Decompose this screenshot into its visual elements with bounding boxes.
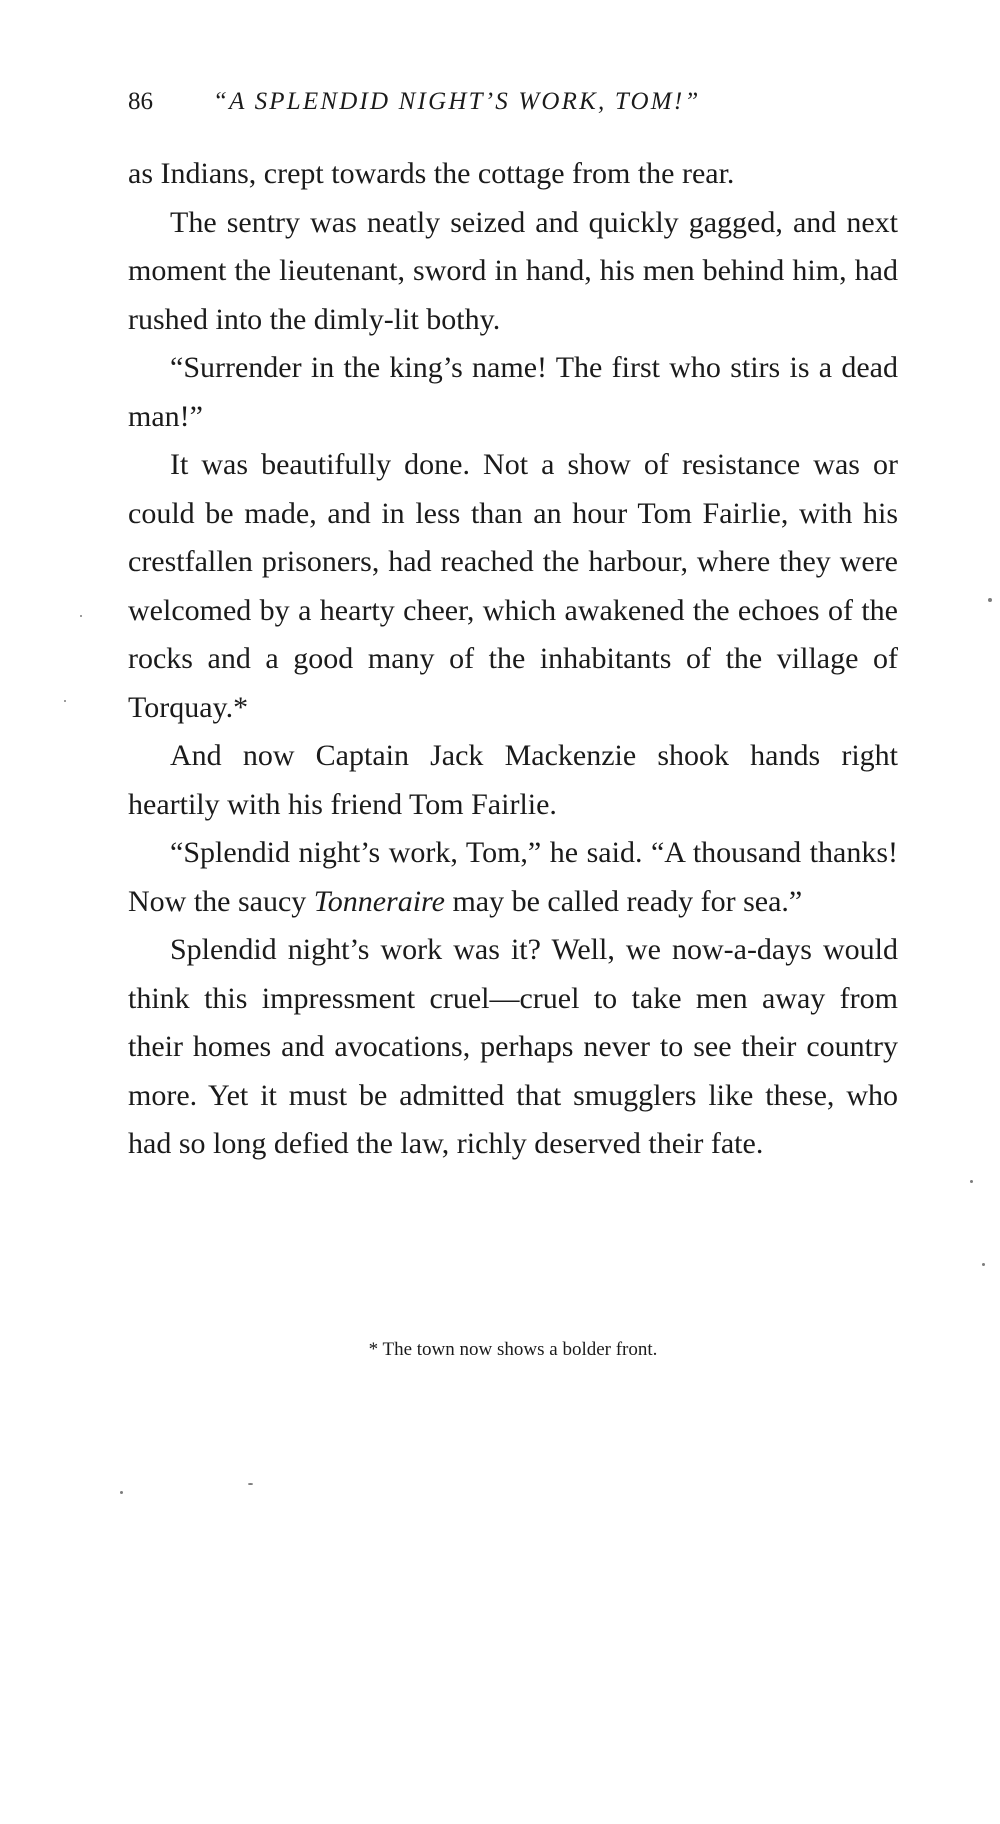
running-title: “A SPLENDID NIGHT’S WORK, TOM!” [213, 88, 701, 115]
paragraph-sentry: The sentry was neatly seized and quickly gagged, and next moment the lieutenant, sword in hand, his men behind him, had rushed into the dimly-lit bothy. [128, 205, 898, 336]
paper-speck [970, 1180, 973, 1183]
quote-after-ship-name: may be called ready for sea.” [452, 884, 803, 918]
paper-speck [64, 700, 66, 702]
ship-name: Tonneraire [313, 884, 445, 918]
paper-speck [988, 598, 992, 602]
paragraph-captain-mackenzie: And now Captain Jack Mackenzie shook hands right heartily with his friend Tom Fairlie. [128, 739, 898, 821]
page-number: 86 [128, 88, 153, 115]
paragraph-surrender: “Surrender in the king’s name! The first who stirs is a dead man!” [128, 351, 898, 433]
paragraph-continuation: as Indians, crept towards the cottage from the rear. [128, 157, 735, 190]
paragraph-impressment: Splendid night’s work was it? Well, we now-a-days would think this impressment cruel—cruel to take men away from their homes and avocations, perhaps never to see their country more. Yet it must be admitted that smugglers like these, who had so long defied the law, richly deserved their fate. [128, 933, 898, 1160]
paper-speck [248, 1483, 253, 1485]
paragraph-beautifully-done: It was beautifully done. Not a show of resistance was or could be made, and in less than an hour Tom Fairlie, with his crestfallen prisoners, had reached the harbour, where they were welcomed by a hearty cheer, which awakened the echoes of the rocks and a good many of the inhabitants of the village of Torquay.* [128, 448, 898, 724]
footnote: * The town now shows a bolder front. [368, 1339, 658, 1360]
paper-speck [80, 615, 82, 617]
quote-before-ship-name: “Splendid night’s work, Tom,” he said. “A thousand thanks! Now the saucy [128, 836, 898, 918]
paper-speck [982, 1263, 985, 1266]
paper-speck [120, 1491, 123, 1494]
